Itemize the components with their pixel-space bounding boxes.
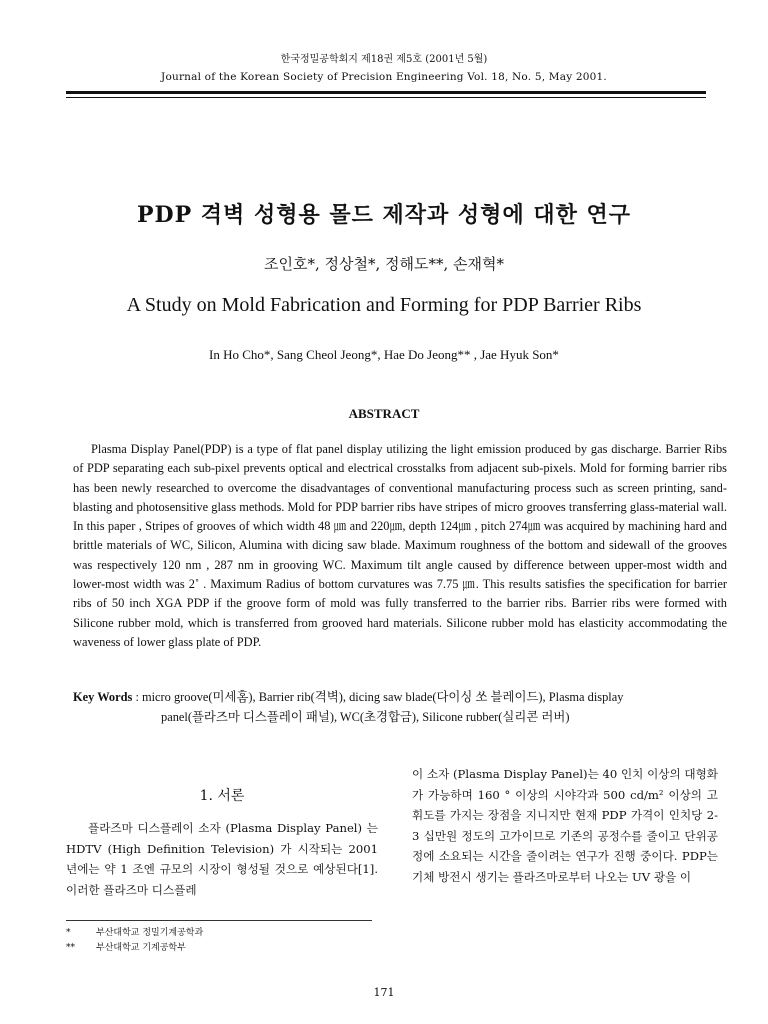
abstract-body: Plasma Display Panel(PDP) is a type of flat panel display utilizing the light emission produced by gas discharge. Barrier Ribs of PDP separating each sub-pixel prevents optical and electrical crosstalks from adjacent sub-pixels. Mold for forming barrier ribs has been newly researched to overcome the disadvantages of conventional manufacturing process such as screen printing, sand-blasting and photosensitive glass methods. Mold for PDP barrier ribs have stripes of micro grooves transferring glass-material wall. In this paper , Stripes of grooves of which width 48 ㎛ and 220㎛, depth 124㎛ , pitch 274㎛ was acquired by machining hard and brittle materials of WC, Silicon, Alumina with dicing saw blade. Maximum roughness of the bottom and sidewall of the grooves was respectively 120 nm , 287 nm in grooving WC. Maximum tilt angle caused by difference between upper-most width and lower-most width was 2˚ . Maximum Radius of bottom curvatures was 7.75 ㎛. This results satisfies the specification for barrier ribs of 50 inch XGA PDP if the groove form of mold was fully transferred to the barrier ribs. Barrier ribs were formed with Silicone rubber mold, which is transferred from grooved hard materials. Silicone rubber mold has elasticity accommodating the waveness of lower glass plate of PDP.: [73, 442, 727, 649]
page-number: 171: [373, 986, 395, 999]
footnote-mark: **: [66, 943, 75, 953]
header-rule-thick: [66, 91, 706, 94]
footnote-text: 부산대학교 기계공학부: [96, 943, 186, 953]
footnote-text: 부산대학교 정밀기계공학과: [96, 928, 204, 938]
footnote-2: [66, 940, 372, 953]
keywords-label: Key Words: [73, 690, 133, 704]
section-heading: 1. 서론: [199, 788, 245, 804]
abstract-heading: ABSTRACT: [348, 406, 420, 421]
authors-english: In Ho Cho*, Sang Cheol Jeong*, Hae Do Jeong** , Jae Hyuk Son*: [209, 347, 559, 362]
header-rule-thin: [66, 97, 706, 98]
footnote-mark: *: [66, 928, 71, 938]
footnote-rule: [66, 920, 372, 921]
body-right-column: 이 소자 (Plasma Display Panel)는 40 인치 이상의 대형화가 가능하며 160 ° 이상의 시야각과 500 cd/m² 이상의 고휘도를 가지는 장점을 지니지만 현재 PDP 가격이 인치당 2-3 십만원 정도의 고가이므로 기존의 공정수를 줄이고 단위공정에 소요되는 시간을 줄이려는 연구가 진행 중이다. PDP는 기체 방전시 생기는 플라즈마로부터 나오는 UV 광을 이: [412, 767, 718, 884]
authors-korean: 조인호*, 정상철*, 정해도**, 손재혁*: [264, 255, 504, 273]
keywords-line-2: panel(플라즈마 디스플레이 패널), WC(초경합금), Silicone rubber(실리콘 러버): [161, 710, 570, 724]
keywords-block: [73, 687, 727, 727]
keywords-line-1: [73, 687, 727, 707]
keywords-text-1: : micro groove(미세홈), Barrier rib(격벽), dicing saw blade(다이싱 쏘 블레이드), Plasma display: [135, 690, 624, 704]
paper-title-korean: PDP 격벽 성형용 몰드 제작과 성형에 대한 연구: [136, 202, 632, 228]
footnote-1: [66, 925, 372, 938]
paper-title-english: A Study on Mold Fabrication and Forming for PDP Barrier Ribs: [126, 294, 642, 316]
journal-header-english: Journal of the Korean Society of Precision Engineering Vol. 18, No. 5, May 2001.: [161, 71, 607, 83]
journal-header-korean: 한국정밀공학회지 제18권 제5호 (2001년 5월): [280, 54, 488, 65]
body-left-column: 플라즈마 디스플레이 소자 (Plasma Display Panel) 는 HDTV (High Definition Television) 가 시작되는 2001 년에는 약 1 조엔 규모의 시장이 형성될 것으로 예상된다[1]. 이러한 플라즈마 디스플레: [66, 821, 378, 897]
